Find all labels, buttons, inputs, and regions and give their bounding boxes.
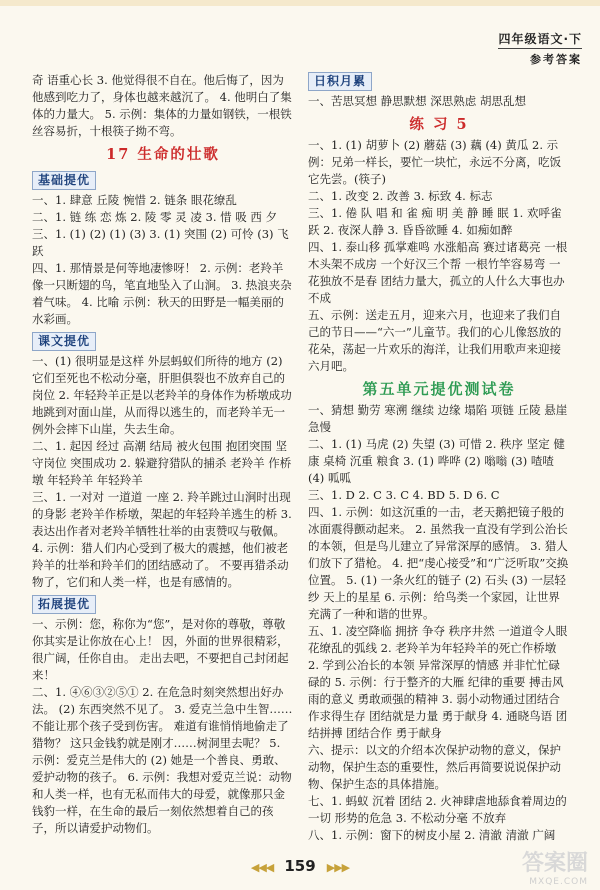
basic-line: 三、1. (1) (2) (1) (3) 3. (1) 突围 (2) 可怜 (3) 飞跃 [32,227,289,258]
right-column [308,72,570,844]
watermark-logo [468,846,588,887]
exercise-line: 四、1. 泰山移 孤掌难鸣 水涨船高 赛过诸葛亮 一根木头架不成房 一个好汉三个帮 一根竹竿容易弯 一花独放不是春 团结力量大，孤立的人什么大事也办不成 [308,240,568,305]
watermark-url: MXQE.COM [529,877,588,887]
unit-line: 八、1. 示例：窗下的树皮小屋 2. 清澈 清澈 广阔 [308,828,556,842]
basic-line: 二、1. 链 练 恋 炼 2. 陵 零 灵 凌 3. 惜 吸 西 夕 [32,210,278,224]
daily-line: 一、苦思冥想 静思默想 深思熟虑 胡思乱想 [308,94,526,108]
text-line: 三、1. 一对对 一道道 一座 2. 羚羊跳过山涧时出现的身影 老羚羊作桥墩，架起的年轻羚羊逃生的桥 3. 表达出作者对老羚羊牺牲壮举的由衷赞叹与敬佩。 4. 示例：猎人们内心受到了极大的震撼，他们被老羚羊的壮举和羚羊们的团结感动了。 不要再猎杀动物了，它们和人类一样，也是有感情的。 [32,490,292,589]
basic-line: 一、1. 肆意 丘陵 惋惜 2. 链条 眼花缭乱 [32,193,237,207]
exercise-5-title: 练 习 5 [409,116,469,133]
prev-arrows-icon: ◀◀◀ [250,861,274,874]
top-band [0,0,600,6]
extend-line: 二、1. ④⑥③②⑤① 2. 在危急时刻突然想出好办法。 (2) 东西突然不见了。 3. 爱克兰急中生智……不能让那个孩子受到伤害。 难道有谁悄悄地偷走了猎物？ 这只金钱豹就是刚才……树洞里去呢？ 5. 示例：爱克兰是伟大的 (2) 她是一个善良、勇敢、爱护动物的孩子。 6. 示例：我想对爱克兰说：动物和人类一样，也有无私而伟大的母爱，就像那只金钱豹一样，在生命的最后一刻依然想着自己的孩子，所以请爱护动物们。 [32,685,293,835]
watermark-text: 答案圈 [521,851,588,876]
left-column [32,72,294,837]
basic-line: 四、1. 那情景是何等地凄惨呀！ 2. 示例：老羚羊像一只断翅的鸟，笔直地坠入了山涧。 3. 热浪夹杂着气味。 4. 比喻 示例：秋天的田野是一幅美丽的水彩画。 [32,261,292,326]
section-text-label: 课文提优 [32,332,96,351]
unit-line: 六、提示：以文的介绍本次保护动物的意义，保护动物，保护生态的重要性，然后再简要说说保护动物、保护生态的具体措施。 [308,743,561,791]
exercise-line: 五、示例：送走五月，迎来六月，也迎来了我们自己的节日——“六一”儿童节。我们的心儿像怒放的花朵，荡起一片欢乐的海洋，让我们用歌声来迎接六月吧。 [308,308,562,373]
unit-line: 三、1. D 2. C 3. C 4. BD 5. D 6. C [308,488,500,502]
page-number: 159 [284,857,316,875]
section-basic-label: 基础提优 [32,171,96,190]
section-extend-label: 拓展提优 [32,595,96,614]
exercise-line: 三、1. 倦 队 唱 和 雀 痴 明 美 静 睡 眠 1. 欢呼雀跃 2. 夜深人静 3. 昏昏欲睡 4. 如痴如醉 [308,206,562,237]
text-line: 一、(1) 很明显是这样 外层蚂蚁们所待的地方 (2) 它们至死也不松动分毫，肝胆俱裂也不放弃自己的岗位 2. 年轻羚羊正是以老羚羊的身体作为桥墩成功地跳到对面山崖，从而得以逃生的，而老羚羊无一例外会摔下山崖，失去生命。 [32,354,292,436]
exercise-line: 二、1. 改变 2. 改善 3. 标致 4. 标志 [308,189,493,203]
unit-line: 四、1. 示例：如这沉重的一击，老天鹅把镜子般的冰面震得颤动起来。 2. 虽然我一直没有学到公治长的本领，但是鸟儿建立了异常深厚的感情。 3. 猎人们放下了猎枪。 4. 把“虔心接受”和“广泛听取”交换位置。 5. (1) 一条火红的链子 (2) 石头 (3) 一层轻纱 天上的星星 6. 示例：给鸟类一个家园，让世界充满了一种和谐的世界。 [308,505,569,621]
text-line: 二、1. 起因 经过 高潮 结局 被火包围 抱团突围 坚守岗位 突围成功 2. 躲避狩猎队的捕杀 老羚羊 作桥墩 年轻羚羊 年轻羚羊 [32,439,292,487]
lesson-17-title: 17 生命的壮歌 [106,146,220,163]
page-header [498,30,582,67]
unit-line: 一、猜想 勤劳 寒溯 继续 边缘 塌陷 项链 丘陵 悬崖 急慢 [308,403,568,434]
grade-label: 四年级语文·下 [498,30,582,49]
unit-test-title: 第五单元提优测试卷 [362,380,516,398]
exercise-line: 一、1. (1) 胡萝卜 (2) 蘑菇 (3) 藕 (4) 黄瓜 2. 示例：兄弟一样长，要忙一块忙，永远不分离，吃饭它先尝。(筷子) [308,138,561,186]
intro-paragraph: 奇 语重心长 3. 他觉得很不自在。他后悔了，因为他感到吃力了，身体也越来越沉了。 4. 他明白了集体的力量大。 5. 示例：集体的力量如钢铁，一根铁丝容易折，十根筷子拗不弯。 [32,73,292,138]
answer-label: 参考答案 [530,53,582,66]
unit-line: 七、1. 蚂蚁 沉着 团结 2. 火神肆虐地舔食着周边的一切 形势的危急 3. 不松动分毫 不放弃 [308,794,567,825]
next-arrows-icon: ▶▶▶ [326,861,350,874]
extend-line: 一、示例：您，称你为“您”，是对你的尊敬，尊敬你其实是让你放在心上！ 因，外面的世界很精彩，很广阔，任你自由。 走出去吧，不要把自己封闭起来！ [32,617,289,682]
unit-line: 二、1. (1) 马虎 (2) 失望 (3) 可惜 2. 秩序 坚定 健康 桌椅 沉重 粮食 3. (1) 哗哗 (2) 嗡嗡 (3) 喳喳 (4) 呱呱 [308,437,565,485]
unit-line: 五、1. 凌空降临 拥挤 争夺 秩序井然 一道道令人眼花缭乱的弧线 2. 老羚羊为年轻羚羊的死亡作桥墩 2. 学到公冶长的本领 异常深厚的情感 并非忙忙碌碌的 5. 示例：行于整齐的大雁 纪律的重要 搏击风雨的意义 勇敢顽强的精神 3. 弱小动物通过团结合作求得生存 团结就是力量 勇于献身 4. 通晓鸟语 团结拼搏 团结合作 勇于献身 [308,624,568,740]
section-daily-label: 日积月累 [308,72,372,91]
